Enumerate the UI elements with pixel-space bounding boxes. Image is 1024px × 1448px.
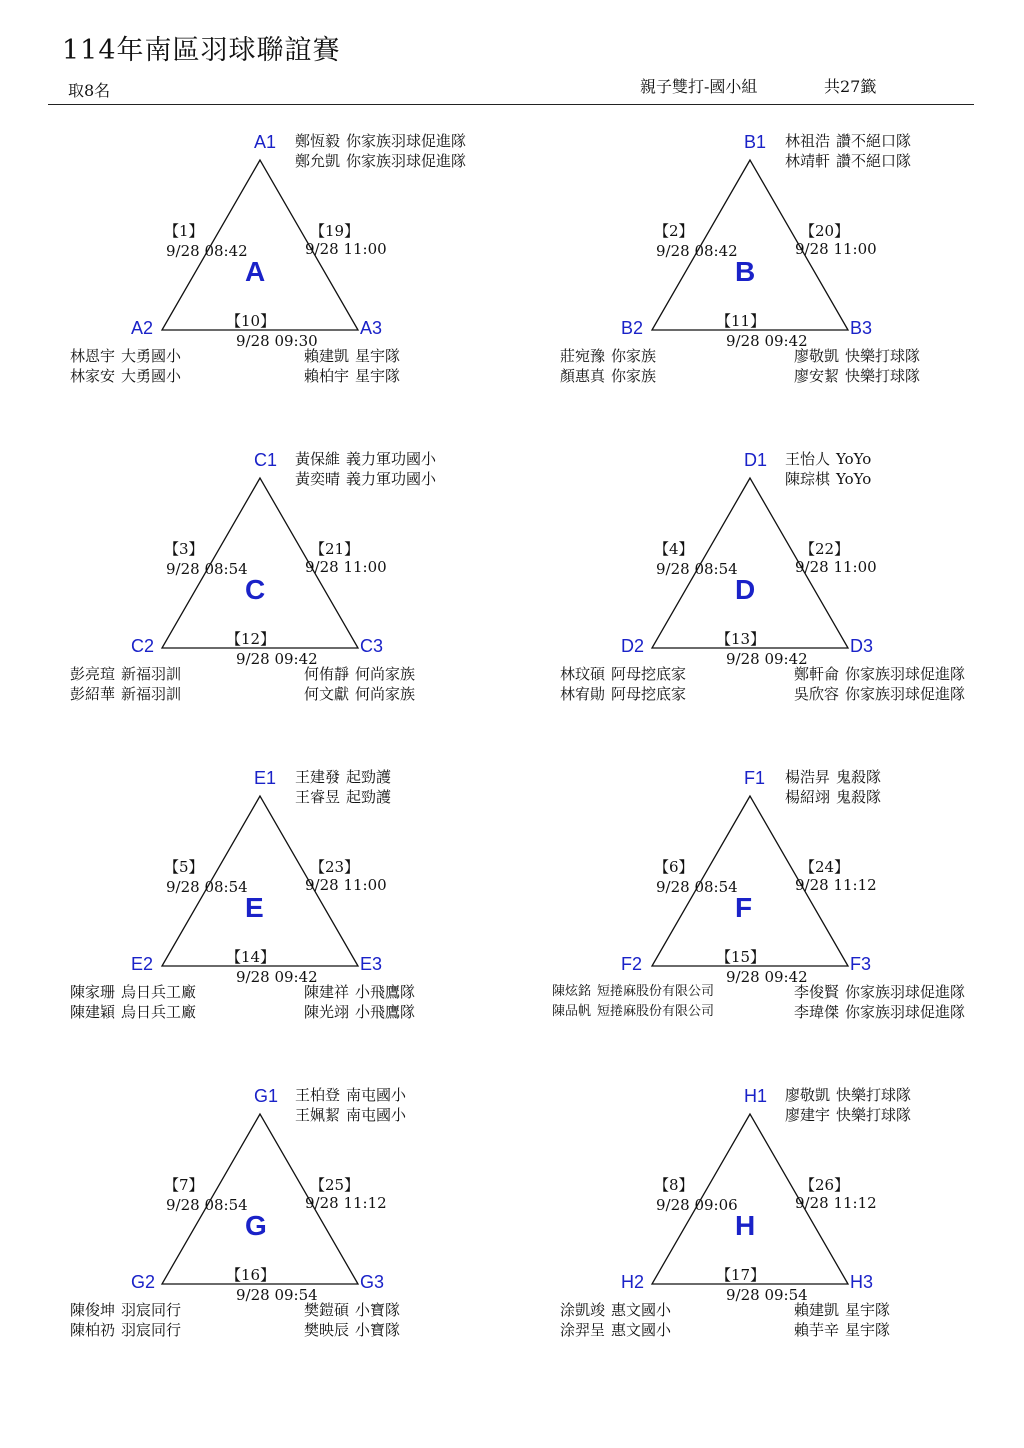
player-name: 廖安絜 — [794, 367, 840, 385]
position-1-label: G1 — [254, 1086, 279, 1106]
player-pair-3 — [304, 664, 421, 704]
position-3-label: E3 — [360, 954, 383, 974]
match-number: 【26】 — [800, 1176, 850, 1194]
player-name: 楊浩昇 — [785, 768, 831, 786]
player-row — [304, 1002, 421, 1022]
player-pair-1 — [785, 767, 887, 807]
group-f — [550, 764, 1010, 1024]
player-name: 黃奕晴 — [295, 470, 341, 488]
draw-count: 共27籤 — [824, 77, 877, 96]
player-name: 莊宛豫 — [560, 347, 606, 365]
match-number: 【10】 — [226, 312, 276, 330]
player-row — [785, 767, 887, 787]
player-row — [295, 151, 472, 171]
player-pair-2 — [560, 346, 662, 386]
player-name: 廖建宇 — [785, 1106, 831, 1124]
position-2-label: B2 — [621, 318, 644, 338]
match-number: 【5】 — [164, 858, 204, 876]
player-row — [70, 684, 187, 704]
player-pair-3 — [794, 346, 926, 386]
match-time: 9/28 11:12 — [795, 1194, 877, 1212]
group-e — [60, 764, 520, 1024]
player-row — [785, 1085, 917, 1105]
match-time: 9/28 11:00 — [795, 240, 877, 258]
player-name: 王怡人 — [785, 450, 831, 468]
player-row — [295, 469, 442, 489]
group-b — [550, 128, 1010, 388]
player-name: 鄭恆毅 — [295, 132, 341, 150]
player-name: 王柏登 — [295, 1086, 341, 1104]
match-time: 9/28 08:54 — [166, 1196, 248, 1214]
page-title: 114年南區羽球聯誼賽 — [62, 35, 341, 66]
match-number: 【3】 — [164, 540, 204, 558]
player-pair-2 — [70, 982, 202, 1022]
player-team: 星宇隊 — [845, 1321, 891, 1339]
match-number: 【16】 — [226, 1266, 276, 1284]
match-time: 9/28 09:42 — [236, 968, 318, 986]
position-1-label: C1 — [254, 450, 278, 470]
player-row — [794, 1300, 896, 1320]
player-team: 羽宸同行 — [121, 1321, 182, 1339]
player-team: 快樂打球隊 — [845, 367, 921, 385]
player-row — [70, 664, 187, 684]
player-team: 你家族 — [611, 347, 657, 365]
player-name: 陳建穎 — [70, 1003, 116, 1021]
header-divider — [48, 104, 974, 105]
match-number: 【8】 — [654, 1176, 694, 1194]
player-name: 李俊賢 — [794, 983, 840, 1001]
player-team: 烏日兵工廠 — [121, 983, 197, 1001]
position-1-label: E1 — [254, 768, 277, 788]
player-row — [70, 366, 187, 386]
match-number: 【6】 — [654, 858, 694, 876]
group-h — [550, 1082, 1010, 1342]
player-name: 鄭允凱 — [295, 152, 341, 170]
player-row — [304, 664, 421, 684]
player-name: 黃保維 — [295, 450, 341, 468]
player-row — [560, 346, 662, 366]
player-row — [785, 787, 887, 807]
position-1-label: H1 — [744, 1086, 768, 1106]
group-g — [60, 1082, 520, 1342]
match-time: 9/28 08:42 — [166, 242, 248, 260]
match-time: 9/28 11:00 — [305, 558, 387, 576]
player-row — [794, 346, 926, 366]
player-name: 林玟碩 — [560, 665, 606, 683]
player-row — [785, 469, 877, 489]
player-team: 小飛鷹隊 — [355, 1003, 416, 1021]
position-2-label: E2 — [131, 954, 154, 974]
player-name: 鄭軒侖 — [794, 665, 840, 683]
player-name: 涂羿呈 — [560, 1321, 606, 1339]
match-time: 9/28 11:00 — [305, 240, 387, 258]
player-team: 大勇國小 — [121, 347, 182, 365]
player-name: 廖敬凱 — [785, 1086, 831, 1104]
player-pair-2 — [70, 664, 187, 704]
match-number: 【13】 — [716, 630, 766, 648]
group-letter: G — [245, 1210, 267, 1241]
player-name: 何侑靜 — [304, 665, 350, 683]
player-name: 陳俊坤 — [70, 1301, 116, 1319]
match-time: 9/28 08:54 — [656, 560, 738, 578]
position-2-label: G2 — [131, 1272, 156, 1292]
group-d — [550, 446, 1010, 706]
match-number: 【19】 — [310, 222, 360, 240]
player-row — [304, 366, 406, 386]
player-row — [295, 787, 397, 807]
player-name: 賴芋辛 — [794, 1321, 840, 1339]
player-team: 新福羽訓 — [121, 685, 182, 703]
match-time: 9/28 08:54 — [166, 878, 248, 896]
player-row — [295, 767, 397, 787]
match-time: 9/28 09:42 — [726, 650, 808, 668]
match-time: 9/28 11:12 — [305, 1194, 387, 1212]
match-time: 9/28 08:42 — [656, 242, 738, 260]
group-letter: F — [735, 892, 753, 923]
match-number: 【11】 — [716, 312, 766, 330]
player-pair-2 — [70, 346, 187, 386]
player-team: 你家族羽球促進隊 — [845, 983, 966, 1001]
player-team: 義力軍功國小 — [346, 450, 437, 468]
match-number: 【7】 — [164, 1176, 204, 1194]
player-pair-1 — [295, 131, 472, 171]
player-team: 阿母挖底家 — [611, 685, 687, 703]
player-team: 南屯國小 — [346, 1086, 407, 1104]
group-letter: A — [245, 256, 266, 287]
position-2-label: H2 — [621, 1272, 645, 1292]
player-row — [304, 982, 421, 1002]
player-name: 賴建凱 — [794, 1301, 840, 1319]
player-team: 起勁護 — [346, 788, 392, 806]
match-time: 9/28 08:54 — [166, 560, 248, 578]
player-row — [794, 1002, 971, 1022]
player-name: 林宥勛 — [560, 685, 606, 703]
player-team: 惠文國小 — [611, 1301, 672, 1319]
player-name: 陳光翊 — [304, 1003, 350, 1021]
player-team: 鬼殺隊 — [836, 788, 882, 806]
player-team: 你家族羽球促進隊 — [845, 665, 966, 683]
player-row — [794, 684, 971, 704]
match-time: 9/28 08:54 — [656, 878, 738, 896]
position-3-label: A3 — [360, 318, 383, 338]
player-pair-3 — [304, 982, 421, 1022]
player-row — [560, 1300, 677, 1320]
player-row — [785, 1105, 917, 1125]
position-3-label: C3 — [360, 636, 384, 656]
player-pair-2 — [560, 1300, 677, 1340]
player-name: 楊紹翊 — [785, 788, 831, 806]
player-name: 李瑋傑 — [794, 1003, 840, 1021]
player-name: 王姵絜 — [295, 1106, 341, 1124]
position-2-label: D2 — [621, 636, 645, 656]
player-name: 陳建祥 — [304, 983, 350, 1001]
player-name: 林靖軒 — [785, 152, 831, 170]
player-row — [70, 1300, 187, 1320]
match-number: 【22】 — [800, 540, 850, 558]
player-team: 起勁護 — [346, 768, 392, 786]
player-name: 何文獻 — [304, 685, 350, 703]
player-team: 你家族羽球促進隊 — [845, 685, 966, 703]
player-row — [70, 1002, 202, 1022]
match-time: 9/28 09:54 — [726, 1286, 808, 1304]
player-team: 鬼殺隊 — [836, 768, 882, 786]
player-team: 南屯國小 — [346, 1106, 407, 1124]
match-number: 【2】 — [654, 222, 694, 240]
player-row — [785, 151, 917, 171]
match-number: 【14】 — [226, 948, 276, 966]
player-row — [304, 1320, 406, 1340]
player-name: 陳家珊 — [70, 983, 116, 1001]
player-row — [785, 131, 917, 151]
match-number: 【17】 — [716, 1266, 766, 1284]
player-row — [794, 982, 971, 1002]
group-a — [60, 128, 520, 388]
player-row — [295, 131, 472, 151]
player-name: 賴柏宇 — [304, 367, 350, 385]
player-team: 羽宸同行 — [121, 1301, 182, 1319]
player-name: 賴建凱 — [304, 347, 350, 365]
player-team: YoYo — [836, 470, 872, 488]
match-time: 9/28 09:54 — [236, 1286, 318, 1304]
match-number: 【1】 — [164, 222, 204, 240]
player-row — [794, 664, 971, 684]
player-name: 樊映辰 — [304, 1321, 350, 1339]
match-number: 【25】 — [310, 1176, 360, 1194]
player-team: 小寶隊 — [355, 1321, 401, 1339]
player-team: 快樂打球隊 — [845, 347, 921, 365]
player-name: 陳炫銘 — [552, 984, 592, 999]
player-row — [295, 1105, 412, 1125]
player-row — [560, 366, 662, 386]
position-3-label: G3 — [360, 1272, 385, 1292]
match-time: 9/28 09:30 — [236, 332, 318, 350]
player-team: 你家族羽球促進隊 — [346, 152, 467, 170]
group-letter: B — [735, 256, 756, 287]
player-name: 林家安 — [70, 367, 116, 385]
player-row — [70, 346, 187, 366]
player-team: 大勇國小 — [121, 367, 182, 385]
position-2-label: A2 — [131, 318, 154, 338]
player-team: 讚不絕口隊 — [836, 152, 912, 170]
match-number: 【21】 — [310, 540, 360, 558]
player-pair-3 — [794, 664, 971, 704]
match-number: 【4】 — [654, 540, 694, 558]
player-team: 阿母挖底家 — [611, 665, 687, 683]
player-row — [552, 1002, 720, 1022]
player-team: 惠文國小 — [611, 1321, 672, 1339]
player-team: 星宇隊 — [355, 347, 401, 365]
player-team: 星宇隊 — [355, 367, 401, 385]
player-pair-1 — [295, 767, 397, 807]
player-row — [794, 366, 926, 386]
group-letter: E — [245, 892, 264, 923]
position-2-label: F2 — [621, 954, 643, 974]
player-name: 涂凱竣 — [560, 1301, 606, 1319]
player-pair-3 — [794, 1300, 896, 1340]
player-pair-1 — [295, 1085, 412, 1125]
player-team: 小飛鷹隊 — [355, 983, 416, 1001]
player-pair-1 — [295, 449, 442, 489]
group-letter: D — [735, 574, 756, 605]
match-number: 【20】 — [800, 222, 850, 240]
player-pair-3 — [304, 1300, 406, 1340]
player-row — [304, 1300, 406, 1320]
player-team: 快樂打球隊 — [836, 1086, 912, 1104]
player-row — [794, 1320, 896, 1340]
player-name: 廖敬凱 — [794, 347, 840, 365]
match-time: 9/28 11:00 — [795, 558, 877, 576]
group-c — [60, 446, 520, 706]
player-name: 林祖浩 — [785, 132, 831, 150]
player-row — [70, 1320, 187, 1340]
player-team: 你家族羽球促進隊 — [346, 132, 467, 150]
player-name: 顏惠真 — [560, 367, 606, 385]
position-1-label: F1 — [744, 768, 766, 788]
player-team: 星宇隊 — [845, 1301, 891, 1319]
player-team: 你家族 — [611, 367, 657, 385]
match-time: 9/28 09:06 — [656, 1196, 738, 1214]
player-team: 何尚家族 — [355, 685, 416, 703]
position-1-label: A1 — [254, 132, 277, 152]
match-number: 【23】 — [310, 858, 360, 876]
position-3-label: F3 — [850, 954, 872, 974]
player-team: 你家族羽球促進隊 — [845, 1003, 966, 1021]
group-letter: H — [735, 1210, 756, 1241]
player-team: 快樂打球隊 — [836, 1106, 912, 1124]
player-name: 彭亮瑄 — [70, 665, 116, 683]
player-name: 吳欣容 — [794, 685, 840, 703]
player-name: 彭紹華 — [70, 685, 116, 703]
player-name: 樊鎧碩 — [304, 1301, 350, 1319]
match-number: 【24】 — [800, 858, 850, 876]
player-name: 林恩宇 — [70, 347, 116, 365]
player-team: YoYo — [836, 450, 872, 468]
player-pair-3 — [794, 982, 971, 1022]
qualify-quota: 取8名 — [68, 81, 111, 100]
player-pair-3 — [304, 346, 406, 386]
match-time: 9/28 11:00 — [305, 876, 387, 894]
player-name: 陳品帆 — [552, 1004, 592, 1019]
match-time: 9/28 09:42 — [726, 332, 808, 350]
player-row — [295, 1085, 412, 1105]
player-team: 何尚家族 — [355, 665, 416, 683]
match-number: 【15】 — [716, 948, 766, 966]
player-pair-2 — [560, 664, 692, 704]
player-team: 新福羽訓 — [121, 665, 182, 683]
match-time: 9/28 11:12 — [795, 876, 877, 894]
player-team: 義力軍功國小 — [346, 470, 437, 488]
position-3-label: D3 — [850, 636, 874, 656]
player-pair-1 — [785, 1085, 917, 1125]
player-team: 讚不絕口隊 — [836, 132, 912, 150]
event-name: 親子雙打-國小組 — [640, 77, 758, 96]
position-1-label: D1 — [744, 450, 768, 470]
player-pair-2 — [70, 1300, 187, 1340]
player-row — [295, 449, 442, 469]
player-team: 短捲麻股份有限公司 — [597, 984, 715, 999]
player-row — [560, 1320, 677, 1340]
player-team: 小寶隊 — [355, 1301, 401, 1319]
match-number: 【12】 — [226, 630, 276, 648]
player-name: 王建發 — [295, 768, 341, 786]
player-row — [304, 346, 406, 366]
player-team: 短捲麻股份有限公司 — [597, 1004, 715, 1019]
position-2-label: C2 — [131, 636, 155, 656]
player-row — [560, 664, 692, 684]
match-time: 9/28 09:42 — [726, 968, 808, 986]
player-row — [552, 982, 720, 1002]
position-3-label: H3 — [850, 1272, 874, 1292]
player-name: 王睿昱 — [295, 788, 341, 806]
player-name: 陳柏礽 — [70, 1321, 116, 1339]
player-pair-1 — [785, 449, 877, 489]
player-pair-1 — [785, 131, 917, 171]
position-1-label: B1 — [744, 132, 767, 152]
position-3-label: B3 — [850, 318, 873, 338]
group-letter: C — [245, 574, 266, 605]
player-name: 陳琮棋 — [785, 470, 831, 488]
player-row — [785, 449, 877, 469]
player-pair-2 — [552, 982, 720, 1022]
player-row — [560, 684, 692, 704]
player-team: 烏日兵工廠 — [121, 1003, 197, 1021]
match-time: 9/28 09:42 — [236, 650, 318, 668]
player-row — [70, 982, 202, 1002]
player-row — [304, 684, 421, 704]
